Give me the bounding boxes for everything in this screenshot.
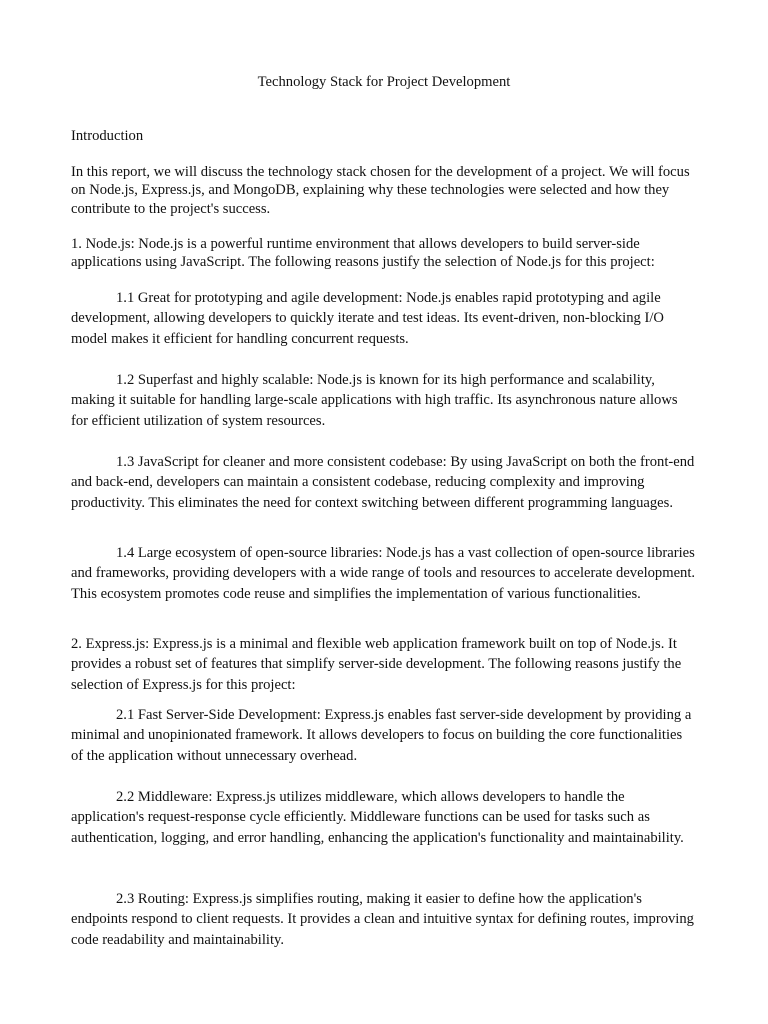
document-page	[71, 0, 697, 1024]
section-1-item-3: 1.3 JavaScript for cleaner and more consistent codebase: By using JavaScript on both the front-end and back-end, developers can maintain a consistent codebase, reducing complexity and improving productivity. This eliminates the need for context switching between different programming languages.	[71, 454, 695, 511]
section-2-item-2: 2.2 Middleware: Express.js utilizes middleware, which allows developers to handle the application's request-response cycle efficiently. Middleware functions can be used for tasks such as authentication, logging, and error handling, enhancing the application's functionality and maintainability.	[71, 789, 684, 846]
section-1-heading: 1. Node.js: Node.js is a powerful runtime environment that allows developers to build server-side applications using JavaScript. The following reasons justify the selection of Node.js for this project:	[71, 236, 655, 271]
document-title: Technology Stack for Project Development	[257, 74, 511, 90]
section-2-item-1: 2.1 Fast Server-Side Development: Express.js enables fast server-side development by providing a minimal and unopinionated framework. It allows developers to focus on building the core functionalities of the application without unnecessary overhead.	[71, 707, 692, 764]
section-1-item-4: 1.4 Large ecosystem of open-source libraries: Node.js has a vast collection of open-source libraries and frameworks, providing developers with a wide range of tools and resources to accelerate development. This ecosystem promotes code reuse and simplifies the implementation of various functionalities.	[71, 545, 696, 602]
introduction-paragraph: In this report, we will discuss the technology stack chosen for the development of a project. We will focus on Node.js, Express.js, and MongoDB, explaining why these technologies were selected and how they contribute to the project's success.	[71, 164, 690, 217]
section-2-heading: 2. Express.js: Express.js is a minimal and flexible web application framework built on top of Node.js. It provides a robust set of features that simplify server-side development. The following reasons justify the selection of Express.js for this project:	[71, 636, 682, 693]
section-2-item-3: 2.3 Routing: Express.js simplifies routing, making it easier to define how the application's endpoints respond to client requests. It provides a clean and intuitive syntax for defining routes, improving code readability and maintainability.	[71, 891, 694, 948]
section-1-item-2: 1.2 Superfast and highly scalable: Node.js is known for its high performance and scalability, making it suitable for handling large-scale applications with high traffic. Its asynchronous nature allows for efficient utilization of system resources.	[71, 372, 678, 429]
section-1-item-1: 1.1 Great for prototyping and agile development: Node.js enables rapid prototyping and agile development, allowing developers to quickly iterate and test ideas. Its event-driven, non-blocking I/O model makes it efficient for handling concurrent requests.	[71, 290, 664, 347]
introduction-heading: Introduction	[71, 128, 144, 144]
